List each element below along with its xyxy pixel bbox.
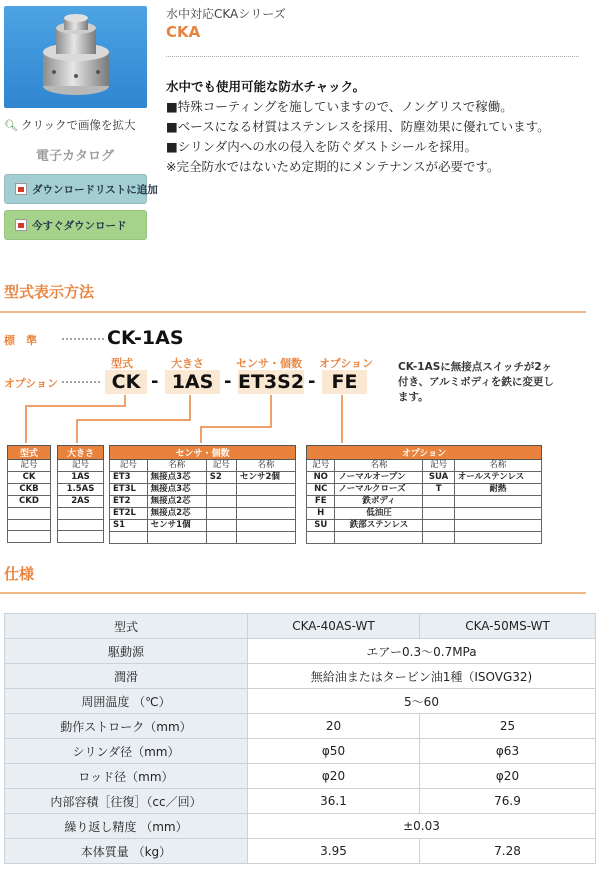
size-table-header: 大きさ <box>58 446 104 460</box>
spec-label: ロッド径（mm） <box>5 764 248 789</box>
download-now-label: 今すぐダウンロード <box>32 219 127 232</box>
part-code-sensor: ET3S2 <box>237 371 305 393</box>
sensor-code <box>110 532 148 544</box>
spec-model-header: CKA-40AS-WT <box>248 614 420 639</box>
section-divider <box>0 311 586 313</box>
size-table-sub: 記号 <box>58 460 104 472</box>
table-row <box>5 639 596 664</box>
sensor-sub-header: 記号 <box>110 460 148 472</box>
spec-header-label: 型式 <box>5 614 248 639</box>
sensor-name: 無接点3芯 <box>147 472 206 484</box>
spec-label: 動作ストローク（mm） <box>5 714 248 739</box>
sensor-name <box>236 520 295 532</box>
part-head-size: 大きさ <box>171 357 204 370</box>
pdf-icon <box>15 219 27 231</box>
type-code: CKB <box>8 484 51 496</box>
option-table-header: オプション <box>307 446 542 460</box>
sensor-code <box>206 496 236 508</box>
spec-value: φ63 <box>419 739 595 764</box>
sensor-name <box>236 496 295 508</box>
type-table-header: 型式 <box>8 446 51 460</box>
sensor-name <box>236 484 295 496</box>
table-row <box>5 789 596 814</box>
option-label: オプション <box>4 377 59 390</box>
table-row <box>5 714 596 739</box>
option-sub-header: 名称 <box>335 460 423 472</box>
spec-label: 内部容積［往復］（cc／回） <box>5 789 248 814</box>
sensor-code: ET2L <box>110 508 148 520</box>
option-code <box>423 508 454 520</box>
option-name: ノーマルクローズ <box>335 484 423 496</box>
sensor-name: センサ1個 <box>147 520 206 532</box>
part-code-type: CK <box>105 370 147 394</box>
download-now-button[interactable] <box>4 210 147 240</box>
spec-value: 25 <box>419 714 595 739</box>
size-code <box>58 508 104 520</box>
spec-label: 本体質量 （kg） <box>5 839 248 864</box>
product-title: CKA <box>166 23 201 41</box>
separator-dash: - <box>224 371 232 392</box>
spec-value: 76.9 <box>419 789 595 814</box>
product-image[interactable] <box>4 6 147 108</box>
divider <box>166 56 579 57</box>
zoom-link-label: クリックで画像を拡大 <box>20 118 136 132</box>
chuck-illustration <box>4 6 147 108</box>
type-code <box>8 531 51 543</box>
type-code: CKD <box>8 496 51 508</box>
section-divider <box>0 592 586 594</box>
description-bullet: ■シリンダ内への水の侵入を防ぐダストシールを採用。 <box>166 139 478 154</box>
zoom-image-link[interactable] <box>4 117 136 133</box>
option-sub-header: 記号 <box>423 460 454 472</box>
option-code: H <box>307 508 335 520</box>
option-code: NC <box>307 484 335 496</box>
spec-label: 周囲温度 （℃） <box>5 689 248 714</box>
sensor-code: ET2 <box>110 496 148 508</box>
separator-dash: - <box>151 371 159 392</box>
spec-value: φ20 <box>248 764 420 789</box>
option-name <box>454 508 541 520</box>
description-lead: 水中でも使用可能な防水チャック。 <box>166 79 366 94</box>
table-row <box>5 689 596 714</box>
spec-value: ±0.03 <box>248 814 596 839</box>
option-name: 鉄部ステンレス <box>335 520 423 532</box>
spec-value: φ50 <box>248 739 420 764</box>
sensor-code <box>206 532 236 544</box>
option-name: ノーマルオープン <box>335 472 423 484</box>
size-code: 1AS <box>58 472 104 484</box>
part-code-size: 1AS <box>165 370 220 394</box>
sensor-name: センサ2個 <box>236 472 295 484</box>
description-bullet: ■特殊コーティングを施していますので、ノングリスで稼働。 <box>166 99 513 114</box>
option-name <box>454 496 541 508</box>
table-row <box>5 814 596 839</box>
spec-value: 5～60 <box>248 689 596 714</box>
sensor-sub-header: 記号 <box>206 460 236 472</box>
sensor-table-header: センサ・個数 <box>110 446 296 460</box>
option-code: NO <box>307 472 335 484</box>
sensor-code: ET3L <box>110 484 148 496</box>
option-code <box>307 532 335 544</box>
sensor-name <box>236 508 295 520</box>
spec-value: 7.28 <box>419 839 595 864</box>
option-name <box>454 532 541 544</box>
size-code-table <box>57 445 104 543</box>
option-code <box>423 520 454 532</box>
sensor-sub-header: 名称 <box>147 460 206 472</box>
sensor-code <box>206 508 236 520</box>
sensor-name <box>147 532 206 544</box>
option-name: 低油圧 <box>335 508 423 520</box>
option-name: オールステンレス <box>454 472 541 484</box>
sensor-code: ET3 <box>110 472 148 484</box>
option-code: SU <box>307 520 335 532</box>
type-code-table <box>7 445 51 543</box>
table-row <box>5 739 596 764</box>
sensor-name: 無接点2芯 <box>147 508 206 520</box>
size-code: 1.5AS <box>58 484 104 496</box>
option-code-table <box>306 445 542 544</box>
spec-value: 無給油またはタービン油1種（ISOVG32) <box>248 664 596 689</box>
designation-note: CK-1ASに無接点スイッチが2ヶ付き、アルミボディを鉄に変更します。 <box>398 361 554 403</box>
add-to-download-list-button[interactable] <box>4 174 158 204</box>
option-sub-header: 名称 <box>454 460 541 472</box>
add-to-download-list-label: ダウンロードリストに追加 <box>32 183 158 196</box>
spec-label: シリンダ径（mm） <box>5 739 248 764</box>
spec-table <box>4 613 596 864</box>
description-note: ※完全防水ではないため定期的にメンテナンスが必要です。 <box>166 159 500 174</box>
type-table-sub: 記号 <box>8 460 51 472</box>
sensor-name: 無接点3芯 <box>147 484 206 496</box>
option-name: 鉄ボディ <box>335 496 423 508</box>
model-section-heading: 型式表示方法 <box>4 283 95 301</box>
type-code: CK <box>8 472 51 484</box>
sensor-name <box>236 532 295 544</box>
sensor-code: S1 <box>110 520 148 532</box>
spec-value: φ20 <box>419 764 595 789</box>
table-row <box>5 764 596 789</box>
spec-label: 駆動源 <box>5 639 248 664</box>
part-head-sensor: センサ・個数 <box>236 357 302 370</box>
spec-value: 20 <box>248 714 420 739</box>
pdf-icon <box>15 183 27 195</box>
sensor-code: S2 <box>206 472 236 484</box>
option-sub-header: 記号 <box>307 460 335 472</box>
type-code <box>8 508 51 520</box>
size-code: 2AS <box>58 496 104 508</box>
sensor-code-table <box>109 445 296 544</box>
separator-dash: - <box>308 371 316 392</box>
spec-value: エアー0.3～0.7MPa <box>248 639 596 664</box>
spec-label: 繰り返し精度 （mm） <box>5 814 248 839</box>
sensor-code <box>206 484 236 496</box>
option-code <box>423 532 454 544</box>
type-code <box>8 519 51 531</box>
table-row <box>5 664 596 689</box>
spec-model-header: CKA-50MS-WT <box>419 614 595 639</box>
part-head-type: 型式 <box>111 357 133 370</box>
description-bullet: ■ベースになる材質はステンレスを採用、防塵効果に優れています。 <box>166 119 550 134</box>
size-code <box>58 531 104 543</box>
part-head-option: オプション <box>319 357 374 370</box>
spec-section-heading: 仕様 <box>4 565 35 583</box>
spec-value: 36.1 <box>248 789 420 814</box>
size-code <box>58 519 104 531</box>
option-code: SUA <box>423 472 454 484</box>
sensor-code <box>206 520 236 532</box>
series-label: 水中対応CKAシリーズ <box>166 7 286 21</box>
standard-code: CK-1AS <box>107 327 184 349</box>
catalog-label: 電子カタログ <box>36 149 115 164</box>
standard-label: 標 準 <box>4 334 37 347</box>
spec-label: 潤滑 <box>5 664 248 689</box>
option-name <box>335 532 423 544</box>
option-code: T <box>423 484 454 496</box>
table-row <box>5 839 596 864</box>
magnifier-icon: 🔍︎ <box>4 118 18 132</box>
option-code <box>423 496 454 508</box>
sensor-name: 無接点2芯 <box>147 496 206 508</box>
option-code: FE <box>307 496 335 508</box>
sensor-sub-header: 名称 <box>236 460 295 472</box>
model-designation-diagram <box>4 322 590 542</box>
option-name <box>454 520 541 532</box>
table-row <box>5 614 596 639</box>
option-name: 耐熱 <box>454 484 541 496</box>
spec-value: 3.95 <box>248 839 420 864</box>
part-code-option: FE <box>322 370 367 394</box>
product-description <box>166 77 586 177</box>
